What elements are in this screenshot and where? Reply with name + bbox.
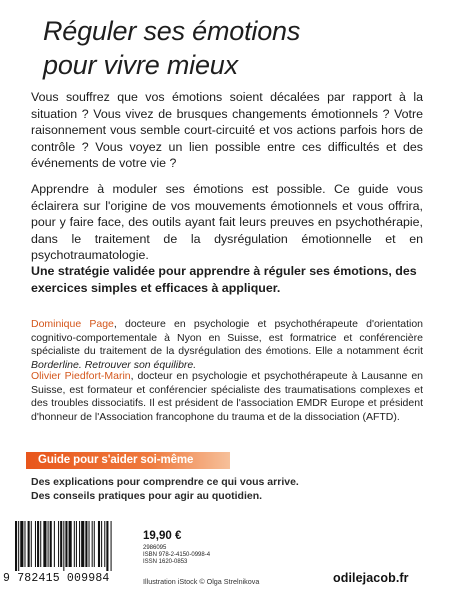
author-bio-1 (31, 318, 423, 373)
barcode-digits: 9 782415 009984 (3, 572, 110, 585)
barcode-bar (58, 521, 59, 567)
title-line-2: pour vivre mieux (43, 50, 238, 80)
barcode-bar (48, 521, 49, 567)
barcode-bar (101, 521, 102, 567)
barcode-bar (104, 521, 105, 567)
promo-line-1: Des explications pour comprendre ce qui vous arrive. (31, 476, 299, 488)
price: 19,90 € (143, 530, 182, 542)
author-bio-text-2: , docteur en psychologie et psychothérapeute à Lausanne en Suisse, est formateur et conférencier spécialiste des traumatisations complexes et des troubles dissociatifs. Il est président de l'association EMDR Europe et président d'honneur de l'Association francophone du trauma et de la dissociation (AFTD). (31, 370, 423, 424)
author-name-1: Dominique Page (31, 318, 114, 330)
barcode-bar (79, 521, 80, 567)
author-bio-text-1: , docteure en psychologie et psychothérapeute d'orientation cognitivo-comportementale à Nyon en Suisse, est formatrice et conférencière spécialiste du traitement de la dysrégulation des émotions. Elle a notamment écrit (31, 318, 424, 358)
barcode-bar (31, 521, 32, 567)
author-bio-2 (31, 370, 423, 425)
highlight-paragraph: Une stratégie validée pour apprendre à réguler ses émotions, des exercices simples et efficaces à appliquer. (31, 264, 417, 295)
barcode-bar (98, 521, 100, 567)
barcode-bar (81, 521, 84, 567)
promo-line-2: Des conseils pratiques pour agir au quotidien. (31, 490, 263, 502)
barcode-bar (65, 521, 67, 567)
publisher-website: odilejacob.fr (333, 571, 409, 585)
book-title (43, 14, 423, 82)
barcode (3, 521, 133, 585)
body-paragraph: Apprendre à moduler ses émotions est possible. Ce guide vous éclairera sur l'origine de vos mouvements émotionnels et vous offrira, pour y faire face, des outils ayant fait leurs preuves en psychothérapie, dans le traitement de la dysrégulation émotionnelle et en psychotraumatologie. (31, 182, 423, 263)
barcode-bar (15, 521, 17, 571)
guide-label: Guide pour s'aider soi-même (38, 454, 194, 466)
barcode-bar (18, 521, 19, 571)
barcode-bar (28, 521, 30, 567)
barcode-bar (63, 521, 64, 571)
author-book-title: Borderline. Retrouver son équilibre. (31, 359, 197, 372)
barcode-bar (37, 521, 39, 567)
product-code: 2986095 (143, 545, 167, 551)
barcode-bar (24, 521, 25, 567)
barcode-bar (40, 521, 41, 567)
barcode-bar (35, 521, 36, 567)
issn: ISSN 1620-0853 (143, 559, 188, 565)
barcode-bar (92, 521, 93, 567)
illustration-credit: Illustration iStock © Olga Strelnikova (143, 577, 260, 586)
barcode-bar (69, 521, 72, 567)
barcode-bar (85, 521, 87, 567)
barcode-bar (111, 521, 112, 571)
barcode-bar (60, 521, 62, 567)
title-line-1: Réguler ses émotions (43, 16, 301, 46)
barcode-bar (54, 521, 55, 567)
barcode-bars (15, 521, 127, 571)
isbn: ISBN 978-2-4150-0998-4 (143, 552, 211, 558)
barcode-bar (94, 521, 95, 567)
barcode-bar (106, 521, 108, 571)
barcode-bar (50, 521, 52, 567)
barcode-bar (74, 521, 75, 567)
barcode-bar (20, 521, 23, 567)
barcode-bar (76, 521, 77, 567)
intro-paragraph: Vous souffrez que vos émotions soient décalées par rapport à la situation ? Vous vivez de brusques changements émotionnels ? Votre raisonnement vous semble court-circuité et vos actions parfois hors de contrôle ? Vous voyez un lien possible entre ces difficultés et des événements de votre vie ? (31, 90, 423, 171)
barcode-bar (89, 521, 90, 567)
barcode-bar (43, 521, 46, 567)
author-name-2: Olivier Piedfort-Marin (31, 370, 131, 382)
